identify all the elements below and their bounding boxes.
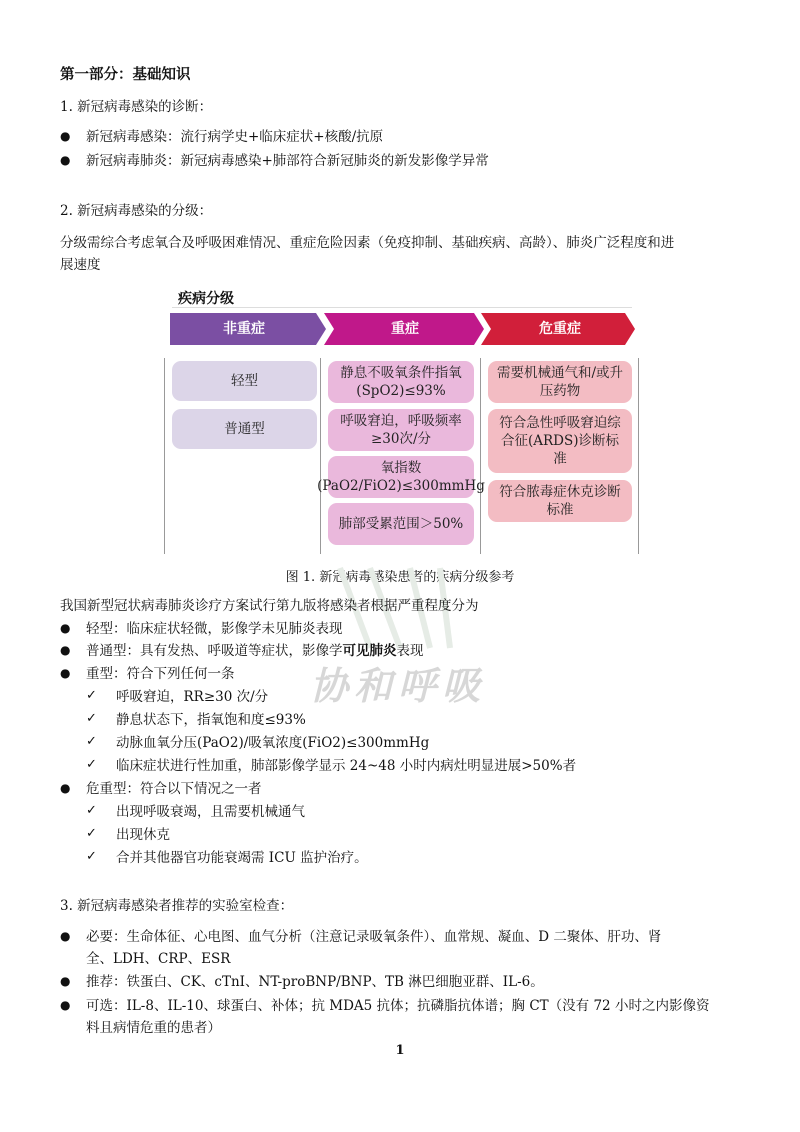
severe-criterion-box: 呼吸窘迫，呼吸频率≥30次/分 <box>328 409 474 451</box>
moderate-box: 普通型 <box>172 409 317 449</box>
bullet-icon: ● <box>60 929 71 943</box>
checkmark-icon: ✓ <box>86 688 97 703</box>
watermark-text: 协和呼吸 <box>310 663 487 708</box>
bullet-icon: ● <box>60 781 71 795</box>
paragraph-line: 分级需综合考虑氧合及呼吸困难情况、重症危险因素（免疫抑制、基础疾病、高龄）、肺炎广泛程度和进 <box>60 235 675 251</box>
figure-divider <box>172 307 632 308</box>
critical-criterion-box: 符合脓毒症休克诊断标准 <box>488 480 632 522</box>
bullet-icon: ● <box>60 621 71 635</box>
bullet-icon: ● <box>60 643 71 657</box>
column-divider <box>638 358 639 554</box>
checkmark-icon: ✓ <box>86 711 97 726</box>
checkmark-icon: ✓ <box>86 734 97 749</box>
sub-list-item: 动脉血氧分压(PaO2)/吸氧浓度(FiO2)≤300mmHg <box>116 735 430 751</box>
category-label-non-severe: 非重症 <box>223 321 265 337</box>
figure-title: 疾病分级 <box>178 291 234 307</box>
list-item: 可选：IL-8、IL-10、球蛋白、补体；抗 MDA5 抗体；抗磷脂抗体谱；胸 CT（没有 72 小时之内影像资 <box>86 998 710 1014</box>
paragraph-line: 展速度 <box>60 257 101 273</box>
column-divider <box>320 358 321 554</box>
page-number: 1 <box>395 1043 405 1058</box>
list-item: 新冠病毒感染：流行病学史+临床症状+核酸/抗原 <box>86 129 384 145</box>
category-label-critical: 危重症 <box>539 321 581 337</box>
sub-list-item: 静息状态下，指氧饱和度≤93% <box>116 712 306 728</box>
list-item: 轻型：临床症状轻微，影像学未见肺炎表现 <box>86 621 343 637</box>
section-3-title: 3. 新冠病毒感染者推荐的实验室检查： <box>60 898 294 914</box>
mild-box: 轻型 <box>172 361 317 401</box>
checkmark-icon: ✓ <box>86 757 97 772</box>
part-title: 第一部分：基础知识 <box>60 66 191 83</box>
sub-list-item: 临床症状进行性加重，肺部影像学显示 24~48 小时内病灶明显进展>50%者 <box>116 758 577 774</box>
list-item: 推荐：铁蛋白、CK、cTnI、NT-proBNP/BNP、TB 淋巴细胞亚群、IL-6。 <box>86 974 544 990</box>
bullet-icon: ● <box>60 153 71 167</box>
bullet-icon: ● <box>60 974 71 988</box>
checkmark-icon: ✓ <box>86 826 97 841</box>
category-label-severe: 重症 <box>391 321 419 337</box>
column-divider <box>480 358 481 554</box>
list-item-continuation: 全、LDH、CRP、ESR <box>86 951 231 967</box>
sub-list-item: 出现休克 <box>116 827 170 843</box>
critical-criterion-box: 需要机械通气和/或升压药物 <box>488 361 632 403</box>
section-2-title: 2. 新冠病毒感染的分级： <box>60 203 213 219</box>
severe-criterion-box: 肺部受累范围＞50% <box>328 503 474 545</box>
figure-caption: 图 1. 新冠病毒感染患者的疾病分级参考 <box>285 570 515 585</box>
checkmark-icon: ✓ <box>86 849 97 864</box>
column-divider <box>164 358 165 554</box>
bullet-icon: ● <box>60 998 71 1012</box>
classification-intro: 我国新型冠状病毒肺炎诊疗方案试行第九版将感染者根据严重程度分为 <box>60 598 479 614</box>
critical-criterion-box: 符合急性呼吸窘迫综合征(ARDS)诊断标准 <box>488 409 632 473</box>
severe-criterion-box: 氧指数(PaO2/FiO2)≤300mmHg <box>328 456 474 498</box>
list-item: 必要：生命体征、心电图、血气分析（注意记录吸氧条件）、血常规、凝血、D 二聚体、肝功、肾 <box>86 929 662 945</box>
list-item: 重型：符合下列任何一条 <box>86 666 235 682</box>
list-item: 危重型：符合以下情况之一者 <box>86 781 262 797</box>
sub-list-item: 呼吸窘迫，RR≥30 次/分 <box>116 689 269 705</box>
list-item-continuation: 料且病情危重的患者） <box>86 1020 221 1036</box>
sub-list-item: 合并其他器官功能衰竭需 ICU 监护治疗。 <box>116 850 368 866</box>
sub-list-item: 出现呼吸衰竭，且需要机械通气 <box>116 804 305 820</box>
bullet-icon: ● <box>60 666 71 680</box>
list-item: 普通型：具有发热、呼吸道等症状，影像学可见肺炎表现 <box>86 643 424 659</box>
bullet-icon: ● <box>60 129 71 143</box>
checkmark-icon: ✓ <box>86 803 97 818</box>
severe-criterion-box: 静息不吸氧条件指氧(SpO2)≤93% <box>328 361 474 403</box>
section-1-title: 1. 新冠病毒感染的诊断： <box>60 99 213 115</box>
list-item: 新冠病毒肺炎：新冠病毒感染+肺部符合新冠肺炎的新发影像学异常 <box>86 153 489 169</box>
